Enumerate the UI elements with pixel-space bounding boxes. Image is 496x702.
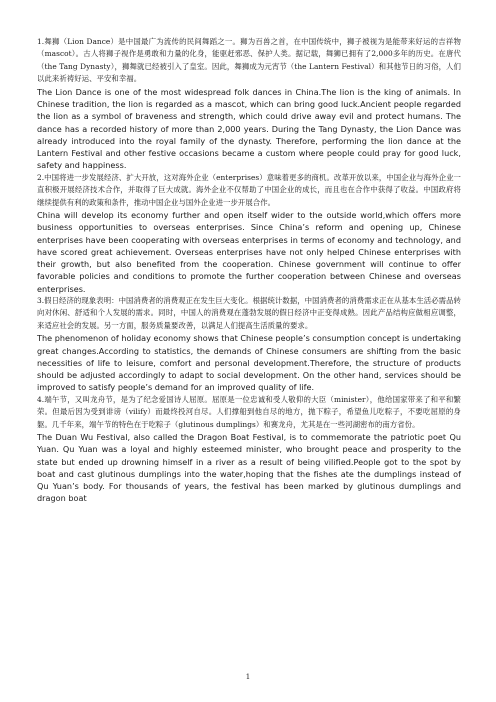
paragraph-2-english: China will develop its economy further and open itself wider to the outside world,which offers more business opportunities to overseas enterprises. Since China’s reform and opening up, Chinese enterprises have been cooperating with overseas enterprises in terms of economy and technology, and have scored great achievement. Overseas enterprises have not only helped Chinese enterprises with their growth, but also benefited from the cooperation. Chinese government will continue to offer favorable policies and conditions to promote the further cooperation between Chinese and overseas enterprises.	[37, 209, 461, 294]
paragraph-3-english: The phenomenon of holiday economy shows that Chinese people’s consumption concept is undertaking great changes.According to statistics, the demands of Chinese consumers are shifting from the basic necessities of life to leisure, comfort and personal development.Therefore, the structure of products should be adjusted accordingly to adapt to social development. On the other hand, services should be improved to satisfy people’s demand for an improved quality of life.	[37, 333, 461, 393]
document-page	[37, 36, 461, 505]
page-number: 1	[245, 673, 251, 681]
paragraph-1-english: The Lion Dance is one of the most widespread folk dances in China.The lion is the king of animals. In Chinese tradition, the lion is regarded as a mascot, which can bring good luck.Ancient people regarded the lion as a symbol of braveness and strength, which could drive away evil and protect humans. The dance has a recorded history of more than 2,000 years. During the Tang Dynasty, the Lion Dance was already introduced into the royal family of the dynasty. Therefore, performing the lion dance at the Lantern Festival and other festive occasions became a custom where people could pray for good luck, safety and happiness.	[37, 86, 461, 171]
paragraph-4-english: The Duan Wu Festival, also called the Dragon Boat Festival, is to commemorate the patriotic poet Qu Yuan. Qu Yuan was a loyal and highly esteemed minister, who brought peace and prosperity to the state but ended up drowning himself in a river as a result of being vilified.People got to the spot by boat and cast glutinous dumplings into the water,hoping that the fishes ate the dumplings instead of Qu Yuan’s body. For thousands of years, the festival has been marked by glutinous dumplings and dragon boat	[37, 431, 461, 504]
paragraph-4-chinese: 4.端午节，又叫龙舟节，是为了纪念爱国诗人屈原。屈原是一位忠诚和受人敬仰的大臣（minister），他给国家带来了和平和繁荣。但最后因为受到诽谤（vilify）而最终投河自尽。人们撑船到他自尽的地方，抛下粽子，希望鱼儿吃粽子，不要吃屈原的身躯。几千年来，端午节的特色在于吃粽子（glutinous dumplings）和赛龙舟，尤其是在一些河湖密布的南方省份。	[37, 394, 461, 429]
paragraph-3-chinese: 3.假日经济的现象表明：中国消费者的消费观正在发生巨大变化。根据统计数据，中国消费者的消费需求正在从基本生活必需品转向对休闲、舒适和个人发展的需求。同时，中国人的消费观在蓬勃发展的假日经济中正变得成熟。因此产品结构应做相应调整，来适应社会的发展。另一方面，服务质量要改善，以满足人们提高生活质量的要求。	[37, 296, 461, 330]
paragraph-1-chinese: 1.舞狮（Lion Dance）是中国最广为流传的民间舞蹈之一。狮为百兽之首，在中国传统中，狮子被视为是能带来好运的吉祥物（mascot）。古人将狮子视作是勇敢和力量的化身，能驱赶邪恶、保护人类。据记载，舞狮已拥有了2,000多年的历史。在唐代（the Tang Dynasty），狮舞就已经被引入了皇室。因此，舞狮成为元宵节（the Lantern Festival）和其他节日的习俗，人们以此来祈祷好运、平安和幸福。	[37, 37, 461, 84]
paragraph-2-chinese: 2.中国将进一步发展经济、扩大开放，这对海外企业（enterprises）意味着更多的商机。改革开放以来，中国企业与海外企业一直积极开展经济技术合作，并取得了巨大成就。海外企业不仅帮助了中国企业的成长，而且也在合作中获得了收益。中国政府将继续提供有利的政策和条件，推动中国企业与国外企业进一步开展合作。	[37, 172, 461, 207]
